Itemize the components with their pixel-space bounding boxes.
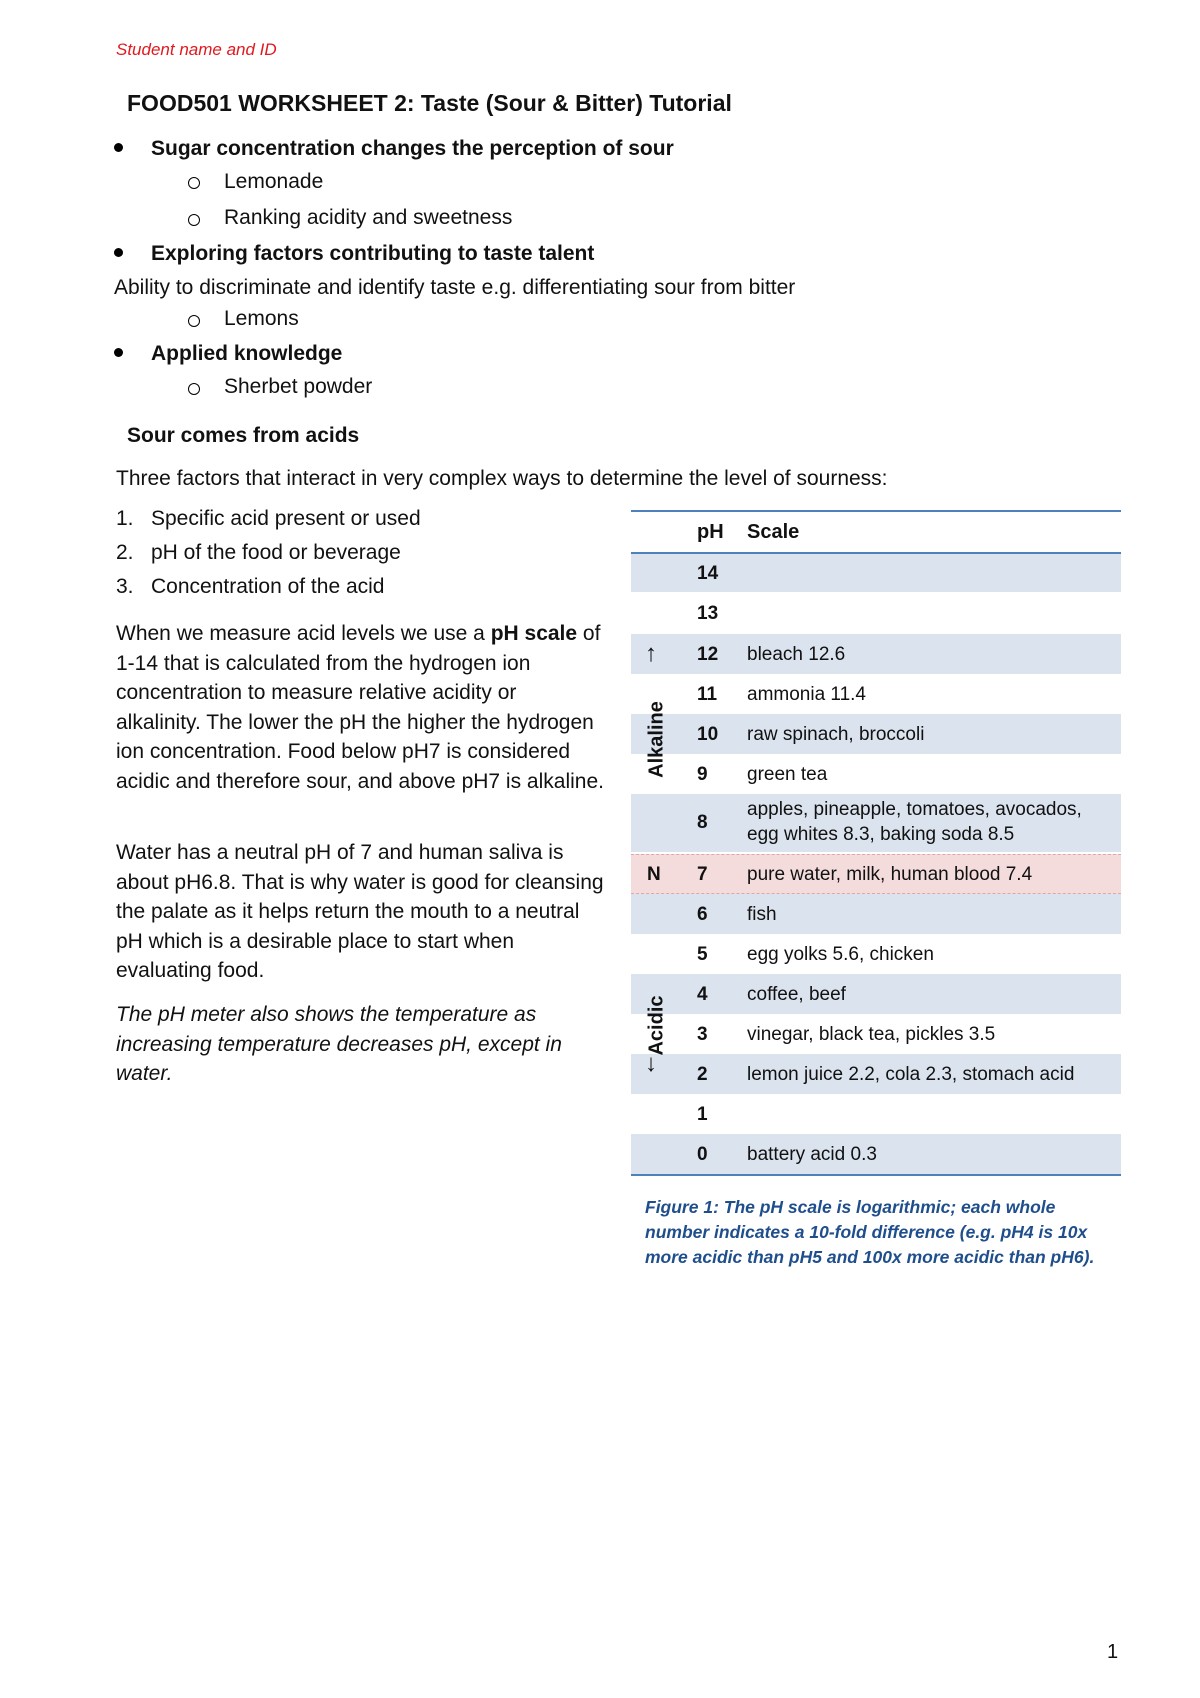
table-row <box>631 1054 1121 1094</box>
para-text: When we measure acid levels we use a <box>116 622 491 645</box>
ph-value: 13 <box>697 603 719 624</box>
ph-value: 1 <box>697 1104 708 1125</box>
ph-value: 0 <box>697 1144 708 1165</box>
circle-bullet-icon <box>188 214 200 226</box>
outline-bullet-2: Exploring factors contributing to taste talent <box>151 242 595 265</box>
bullet-icon <box>114 143 123 152</box>
student-name-label: Student name and ID <box>116 40 277 59</box>
ph-value: 12 <box>697 644 719 665</box>
outline-text: Ability to discriminate and identify taste e.g. differentiating sour from bitter <box>114 276 796 299</box>
ph-value: 11 <box>697 684 718 705</box>
outline-item: Lemonade <box>224 170 324 193</box>
ph-value: 2 <box>697 1064 708 1085</box>
alkaline-label: Alkaline <box>645 701 668 778</box>
para-text: of 1-14 that is calculated from the hydrogen ion concentration to measure relative acidity or alkalinity. The lower the pH the higher the hydrogen ion concentration. Food below pH7 is considered acidic and therefore sour, and above pH7 is alkaline. <box>116 622 604 793</box>
ph-value: 10 <box>697 724 719 745</box>
section-intro: Three factors that interact in very complex ways to determine the level of sourness: <box>116 467 888 490</box>
section-heading: Sour comes from acids <box>127 424 360 447</box>
table-row <box>631 674 1121 714</box>
para-text: The pH meter also shows the temperature as increasing temperature decreases pH, except in water. <box>116 1003 562 1085</box>
bullet-icon <box>114 248 123 257</box>
table-row-neutral <box>631 854 1121 894</box>
ph-value: 5 <box>697 944 708 965</box>
scale-example: egg yolks 5.6, chicken <box>747 944 934 965</box>
scale-example: lemon juice 2.2, cola 2.3, stomach acid <box>747 1064 1075 1085</box>
factor-text: Concentration of the acid <box>151 575 385 598</box>
ph-value: 9 <box>697 764 708 785</box>
table-row <box>631 974 1121 1014</box>
circle-bullet-icon <box>188 383 200 395</box>
outline-bullet-3: Applied knowledge <box>151 342 343 365</box>
circle-bullet-icon <box>188 315 200 327</box>
ph-explanation-paragraph <box>116 619 606 796</box>
col-header-scale: Scale <box>747 521 800 543</box>
scale-example: ammonia 11.4 <box>747 684 866 705</box>
table-row <box>631 554 1121 592</box>
outline-item: Ranking acidity and sweetness <box>224 206 513 229</box>
factor-number: 3. <box>116 575 134 598</box>
table-row <box>631 934 1121 974</box>
ph-value: 6 <box>697 904 708 925</box>
worksheet-title: FOOD501 WORKSHEET 2: Taste (Sour & Bitter) Tutorial <box>127 90 732 116</box>
figure-caption: Figure 1: The pH scale is logarithmic; each whole number indicates a 10-fold difference (e.g. pH4 is 10x more acidic than pH5 and 100x more acidic than pH6). <box>645 1197 1095 1267</box>
neutral-label: N <box>647 864 661 885</box>
table-row <box>631 714 1121 754</box>
scale-example: vinegar, black tea, pickles 3.5 <box>747 1024 996 1045</box>
outline-bullet-1: Sugar concentration changes the perception of sour <box>151 137 674 160</box>
scale-example: coffee, beef <box>747 984 846 1005</box>
table-row <box>631 1134 1121 1174</box>
up-arrow-icon: ↑ <box>645 640 657 667</box>
ph-value: 14 <box>697 563 719 584</box>
outline-item: Sherbet powder <box>224 375 373 398</box>
down-arrow-icon: ↓ <box>645 1050 657 1077</box>
factor-text: Specific acid present or used <box>151 507 421 530</box>
table-row <box>631 634 1121 674</box>
ph-value: 7 <box>697 864 708 885</box>
para-text: Water has a neutral pH of 7 and human saliva is about pH6.8. That is why water is good for cleansing the palate as it helps return the mouth to a neutral pH which is a desirable place to start when evaluating food. <box>116 841 604 982</box>
ph-value: 4 <box>697 984 708 1005</box>
bullet-icon <box>114 348 123 357</box>
table-row <box>631 1094 1121 1134</box>
water-paragraph <box>116 838 606 986</box>
ph-meter-paragraph <box>116 1000 606 1089</box>
scale-example: bleach 12.6 <box>747 644 846 665</box>
page-number: 1 <box>1107 1641 1119 1663</box>
table-row <box>631 1014 1121 1054</box>
table-bottom-rule <box>631 1174 1121 1176</box>
factor-text: pH of the food or beverage <box>151 541 401 564</box>
col-header-ph: pH <box>697 521 724 543</box>
table-row <box>631 754 1121 794</box>
scale-example: battery acid 0.3 <box>747 1144 877 1165</box>
ph-scale-term: pH scale <box>490 622 578 645</box>
table-row <box>631 894 1121 934</box>
table-row <box>631 794 1121 852</box>
outline-item: Lemons <box>224 307 299 330</box>
circle-bullet-icon <box>188 177 200 189</box>
factor-number: 2. <box>116 541 134 564</box>
scale-example: green tea <box>747 764 828 785</box>
scale-example: fish <box>747 904 777 925</box>
scale-example: raw spinach, broccoli <box>747 724 925 745</box>
table-header-row <box>631 512 1121 552</box>
scale-example-line2: egg whites 8.3, baking soda 8.5 <box>747 824 1015 845</box>
acidic-label: Acidic <box>645 995 668 1056</box>
scale-example: pure water, milk, human blood 7.4 <box>747 864 1033 885</box>
ph-value: 8 <box>697 812 708 833</box>
factor-number: 1. <box>116 507 134 530</box>
scale-example: apples, pineapple, tomatoes, avocados, <box>747 799 1082 820</box>
table-row <box>631 592 1121 634</box>
ph-value: 3 <box>697 1024 708 1045</box>
